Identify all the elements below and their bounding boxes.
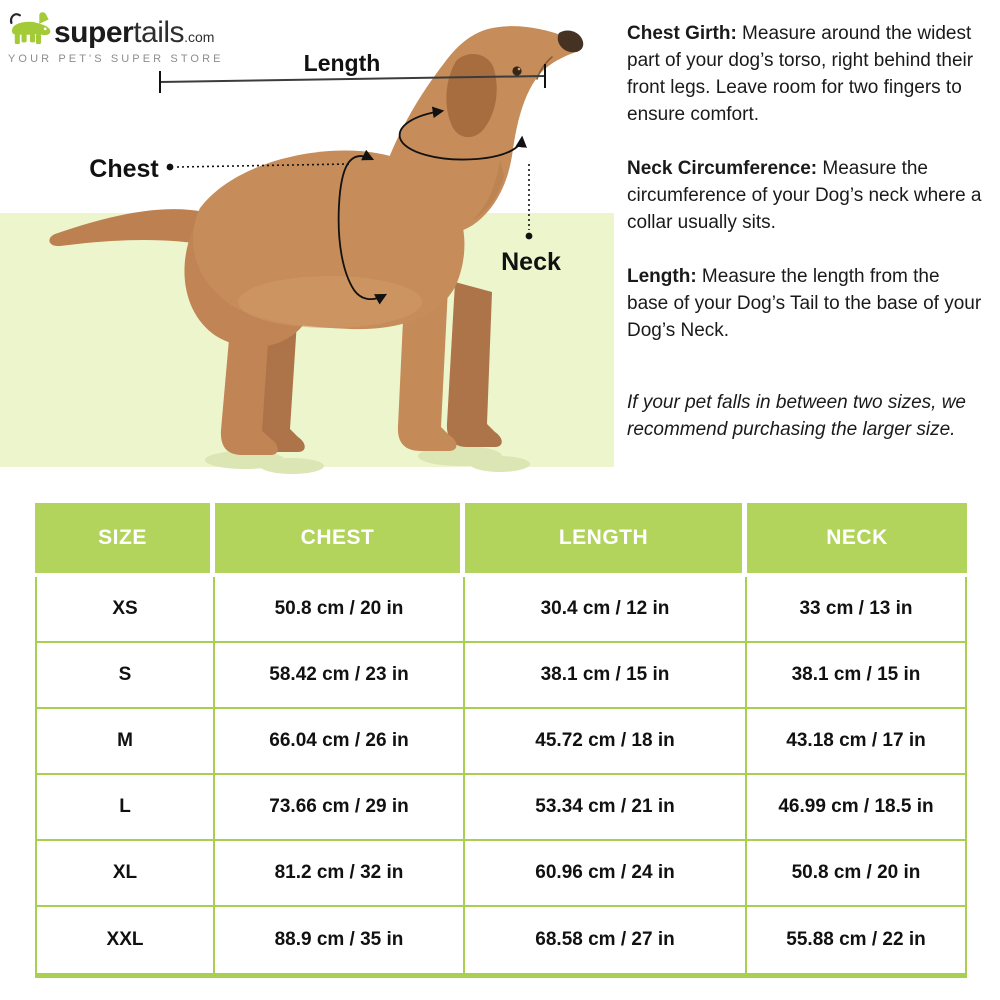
neck-callout-line	[526, 164, 533, 239]
size-cell: S	[37, 643, 215, 707]
column-header-length: LENGTH	[465, 503, 747, 573]
measure-cell: 50.8 cm / 20 in	[747, 841, 965, 905]
table-row-m	[37, 709, 965, 775]
length-label: Length	[303, 50, 381, 76]
chest-label: Chest	[89, 155, 159, 183]
measure-cell: 38.1 cm / 15 in	[747, 643, 965, 707]
measure-cell: 50.8 cm / 20 in	[215, 577, 465, 641]
chest-callout-line	[167, 164, 349, 171]
size-cell: XXL	[37, 907, 215, 973]
column-header-size: SIZE	[35, 503, 215, 573]
size-table	[35, 503, 967, 978]
measure-cell: 60.96 cm / 24 in	[465, 841, 747, 905]
column-header-neck: NECK	[747, 503, 967, 573]
instruction-2: Length: Measure the length from the base of your Dog’s Tail to the base of your Dog’s Neck.	[627, 266, 982, 341]
measure-cell: 68.58 cm / 27 in	[465, 907, 747, 973]
instruction-title: Length:	[627, 266, 697, 287]
table-row-xxl	[37, 907, 965, 973]
measure-cell: 46.99 cm / 18.5 in	[747, 775, 965, 839]
measure-cell: 33 cm / 13 in	[747, 577, 965, 641]
size-cell: M	[37, 709, 215, 773]
measure-cell: 73.66 cm / 29 in	[215, 775, 465, 839]
table-row-xl	[37, 841, 965, 907]
table-row-s	[37, 643, 965, 709]
table-row-xs	[37, 577, 965, 643]
column-header-chest: CHEST	[215, 503, 465, 573]
table-row-l	[37, 775, 965, 841]
size-cell: XL	[37, 841, 215, 905]
measure-cell: 43.18 cm / 17 in	[747, 709, 965, 773]
brand-tagline: YOUR PET'S SUPER STORE	[8, 53, 224, 65]
neck-circumference-arc	[400, 111, 522, 160]
instruction-title: Neck Circumference:	[627, 158, 818, 179]
size-cell: XS	[37, 577, 215, 641]
measure-cell: 30.4 cm / 12 in	[465, 577, 747, 641]
brand-super: super	[54, 16, 134, 49]
measure-cell: 55.88 cm / 22 in	[747, 907, 965, 973]
measure-cell: 58.42 cm / 23 in	[215, 643, 465, 707]
brand-tld: .com	[184, 29, 215, 45]
size-table-header	[35, 503, 967, 573]
measuring-instructions	[627, 20, 983, 443]
measure-cell: 38.1 cm / 15 in	[465, 643, 747, 707]
measure-cell: 53.34 cm / 21 in	[465, 775, 747, 839]
measurement-annotations	[0, 0, 620, 480]
size-cell: L	[37, 775, 215, 839]
instruction-1: Neck Circumference: Measure the circumference of your Dog’s neck where a collar usually sits.	[627, 158, 982, 233]
instruction-title: Chest Girth:	[627, 23, 737, 44]
chest-girth-arc	[339, 156, 385, 299]
measure-cell: 66.04 cm / 26 in	[215, 709, 465, 773]
measure-cell: 45.72 cm / 18 in	[465, 709, 747, 773]
measure-cell: 88.9 cm / 35 in	[215, 907, 465, 973]
neck-label: Neck	[501, 248, 561, 276]
sizing-note: If your pet falls in between two sizes, we recommend purchasing the larger size.	[627, 392, 966, 440]
brand-tails: tails	[133, 16, 185, 49]
instruction-0: Chest Girth: Measure around the widest part of your dog’s torso, right behind their front legs. Leave room for two fingers to ensure comfort.	[627, 23, 974, 125]
measure-cell: 81.2 cm / 32 in	[215, 841, 465, 905]
size-table-body	[35, 577, 967, 978]
